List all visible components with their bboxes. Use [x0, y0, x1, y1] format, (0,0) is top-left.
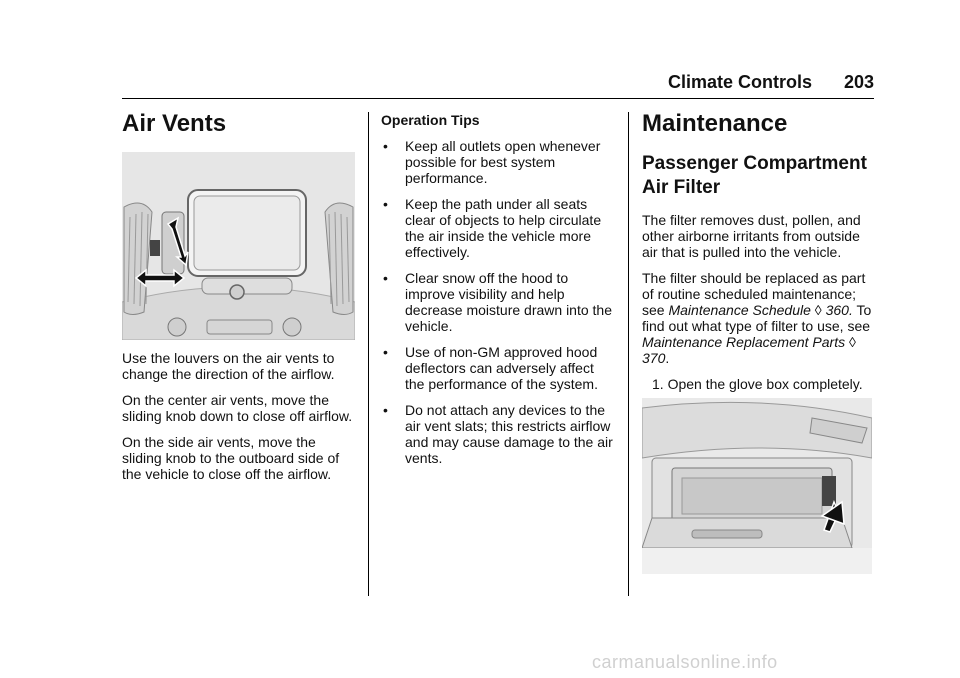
air-vents-heading: Air Vents — [122, 110, 227, 137]
air-filter-subheading: Passenger Compartment Air Filter — [642, 153, 867, 198]
bullet-icon: • — [383, 344, 388, 360]
replacement-parts-link[interactable]: Maintenance Replacement Parts — [642, 334, 846, 350]
maintenance-heading: Maintenance — [642, 110, 788, 137]
paragraph-louvers: Use the louvers on the air vents to change the direction of the airflow. — [122, 350, 335, 382]
bullet-icon: • — [383, 402, 388, 418]
steps-list — [642, 376, 874, 392]
air-vents-illustration — [122, 152, 355, 340]
glove-box-illustration — [642, 398, 872, 574]
list-item: • Use of non-GM approved hood deflectors can adversely affect the performance of the system. — [383, 344, 598, 392]
step-1: 1. Open the glove box completely. — [652, 376, 863, 392]
right-column — [642, 110, 874, 392]
paragraph-side-vents: On the side air vents, move the sliding knob to the outboard side of the vehicle to close off the airflow. — [122, 434, 340, 482]
paragraph-filter-purpose: The filter removes dust, pollen, and other airborne irritants from outside air that is pulled into the vehicle. — [642, 212, 861, 260]
column-divider-left — [368, 112, 369, 596]
operation-tips-list — [381, 138, 615, 466]
paragraph-filter-replacement: The filter should be replaced as part of routine scheduled maintenance; see Maintenance Schedule ◊ 360. To find out what type of filter to use, see Maintenance Replacement Parts ◊ 370. — [642, 270, 872, 366]
paragraph-center-vents: On the center air vents, move the sliding knob down to close off airflow. — [122, 392, 353, 424]
page-ref-370[interactable]: 370 — [642, 350, 666, 366]
header-rule — [122, 98, 874, 99]
list-item: • Clear snow off the hood to improve visibility and help decrease moisture drawn into the vehicle. — [383, 270, 612, 334]
page-number: 203 — [843, 72, 874, 92]
operation-tips-title: Operation Tips — [381, 112, 480, 128]
page-ref-360[interactable]: 360. — [825, 302, 853, 318]
left-column — [122, 110, 358, 138]
bullet-icon: • — [383, 196, 388, 212]
section-title: Climate Controls — [667, 72, 812, 92]
left-column-text — [122, 350, 358, 492]
list-item: • Keep all outlets open whenever possible for best system performance. — [383, 138, 601, 186]
list-item: • Keep the path under all seats clear of objects to help circulate the air inside the vehicle more effectively. — [383, 196, 602, 260]
page-ref-icon: ◊ — [849, 334, 856, 350]
column-divider-right — [628, 112, 629, 596]
maintenance-schedule-link[interactable]: Maintenance Schedule — [668, 302, 811, 318]
bullet-icon: • — [383, 138, 388, 154]
running-header — [0, 70, 960, 100]
watermark: carmanualsonline.info — [592, 652, 778, 672]
bullet-icon: • — [383, 270, 388, 286]
list-item: • Do not attach any devices to the air vent slats; this restricts airflow and may cause damage to the air vents. — [383, 402, 613, 466]
middle-column — [381, 112, 615, 476]
page-ref-icon: ◊ — [814, 302, 822, 318]
